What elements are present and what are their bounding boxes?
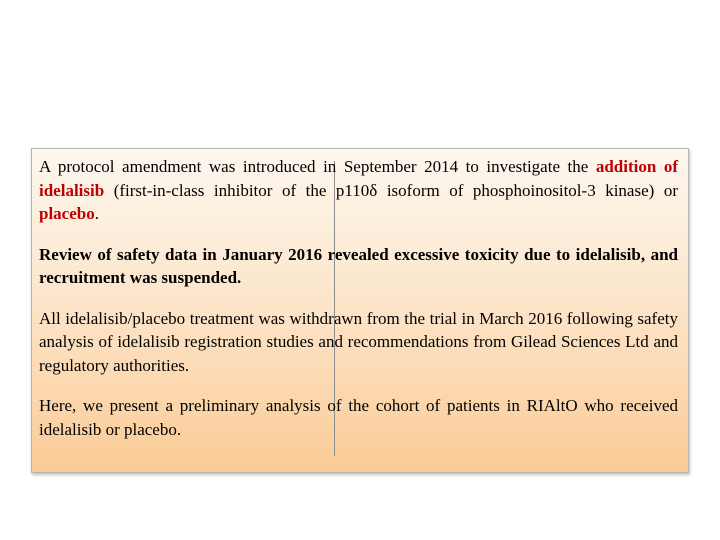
p1-text-middle: (first-in-class inhibitor of the p110δ isoform of phosphoinositol-3 kinase) or	[104, 180, 678, 200]
text-panel	[31, 148, 689, 473]
p1-highlight-placebo: placebo	[39, 204, 95, 223]
paragraph-treatment-withdrawn: All idelalisib/placebo treatment was withdrawn from the trial in March 2016 following safety analysis of idelalisib registration studies and recommendations from Gilead Sciences Ltd and regulatory authorities.	[39, 308, 678, 375]
paragraph-preliminary-analysis: Here, we present a preliminary analysis of the cohort of patients in RIAltO who received idelalisib or placebo.	[39, 396, 678, 439]
p1-text-end: .	[94, 204, 99, 223]
paragraph-safety-review: Review of safety data in January 2016 revealed excessive toxicity due to idelalisib, and recruitment was suspended.	[39, 244, 678, 287]
paragraph-protocol-amendment	[39, 155, 678, 226]
p1-highlight-idelalisib: addition of idelalisib	[39, 157, 678, 200]
p1-text-start: A protocol amendment was introduced in September 2014 to investigate the	[39, 157, 596, 176]
